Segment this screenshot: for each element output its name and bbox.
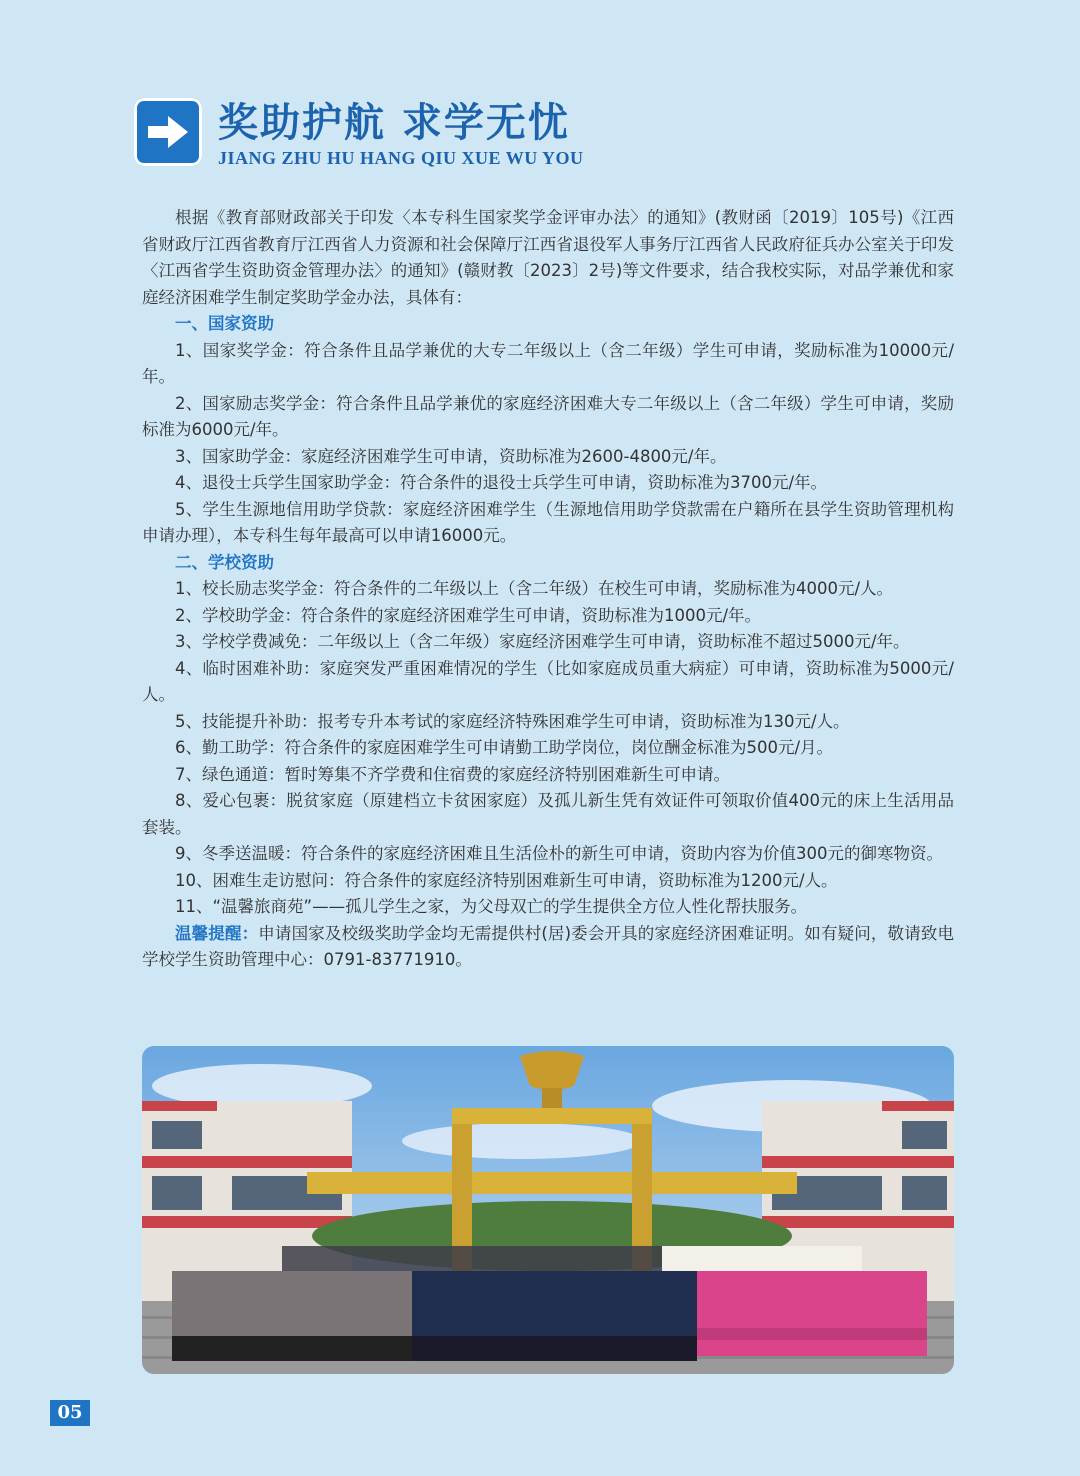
list-item: 8、爱心包裹：脱贫家庭（原建档立卡贫困家庭）及孤儿新生凭有效证件可领取价值400元的床上生活用品套装。	[142, 791, 954, 837]
list-item: 3、学校学费减免：二年级以上（含二年级）家庭经济困难学生可申请，资助标准不超过5000元/年。	[175, 632, 910, 651]
list-item: 1、国家奖学金：符合条件且品学兼优的大专二年级以上（含二年级）学生可申请，奖励标准为10000元/年。	[142, 340, 954, 386]
campus-group-photo	[142, 1046, 954, 1374]
list-item: 1、校长励志奖学金：符合条件的二年级以上（含二年级）在校生可申请，奖励标准为4000元/人。	[175, 579, 894, 598]
section-heading-school: 二、学校资助	[175, 552, 274, 572]
list-item: 5、技能提升补助：报考专升本考试的家庭经济特殊困难学生可申请，资助标准为130元/人。	[175, 711, 850, 731]
section-heading-national: 一、国家资助	[175, 314, 274, 333]
list-item: 6、勤工助学：符合条件的家庭困难学生可申请勤工助学岗位，岗位酬金标准为500元/月。	[175, 738, 834, 757]
page-number: 05	[50, 1400, 90, 1426]
section-header	[134, 98, 584, 168]
reminder-label: 温馨提醒：	[175, 923, 259, 943]
arrow-right-icon	[134, 98, 202, 166]
reminder-text: 申请国家及校级奖助学金均无需提供村(居)委会开具的家庭经济困难证明。如有疑问，敬请致电学校学生资助管理中心：0791-83771910。	[142, 923, 955, 969]
article-body	[142, 205, 954, 974]
list-item: 3、国家助学金：家庭经济困难学生可申请，资助标准为2600-4800元/年。	[175, 446, 727, 466]
reminder-paragraph	[142, 921, 954, 974]
list-item: 2、学校助学金：符合条件的家庭经济困难学生可申请，资助标准为1000元/年。	[175, 605, 762, 625]
page-subtitle: JIANG ZHU HU HANG QIU XUE WU YOU	[218, 148, 584, 168]
list-item: 4、临时困难补助：家庭突发严重困难情况的学生（比如家庭成员重大病症）可申请，资助标准为5000元/人。	[142, 658, 954, 704]
list-item: 5、学生生源地信用助学贷款：家庭经济困难学生（生源地信用助学贷款需在户籍所在县学生资助管理机构申请办理），本专科生每年最高可以申请16000元。	[142, 499, 954, 545]
list-item: 7、绿色通道：暂时筹集不齐学费和住宿费的家庭经济特别困难新生可申请。	[175, 764, 730, 784]
intro-paragraph: 根据《教育部财政部关于印发〈本专科生国家奖学金评审办法〉的通知》(教财函〔2019〕105号)《江西省财政厅江西省教育厅江西省人力资源和社会保障厅江西省退役军人事务厅江西省人民政府征兵办公室关于印发〈江西省学生资助资金管理办法〉的通知》(赣财教〔2023〕2号)等文件要求，结合我校实际，对品学兼优和家庭经济困难学生制定奖助学金办法，具体有：	[142, 208, 954, 307]
page-title: 奖助护航 求学无忧	[218, 99, 570, 146]
list-item: 4、退役士兵学生国家助学金：符合条件的退役士兵学生可申请，资助标准为3700元/年。	[175, 473, 828, 492]
list-item: 10、困难生走访慰问：符合条件的家庭经济特别困难新生可申请，资助标准为1200元/人。	[175, 870, 838, 890]
list-item: 9、冬季送温暖：符合条件的家庭经济困难且生活俭朴的新生可申请，资助内容为价值300元的御寒物资。	[175, 844, 943, 863]
list-item: 2、国家励志奖学金：符合条件且品学兼优的家庭经济困难大专二年级以上（含二年级）学生可申请，奖励标准为6000元/年。	[142, 393, 954, 439]
list-item: 11、“温馨旅商苑”——孤儿学生之家，为父母双亡的学生提供全方位人性化帮扶服务。	[175, 897, 808, 916]
